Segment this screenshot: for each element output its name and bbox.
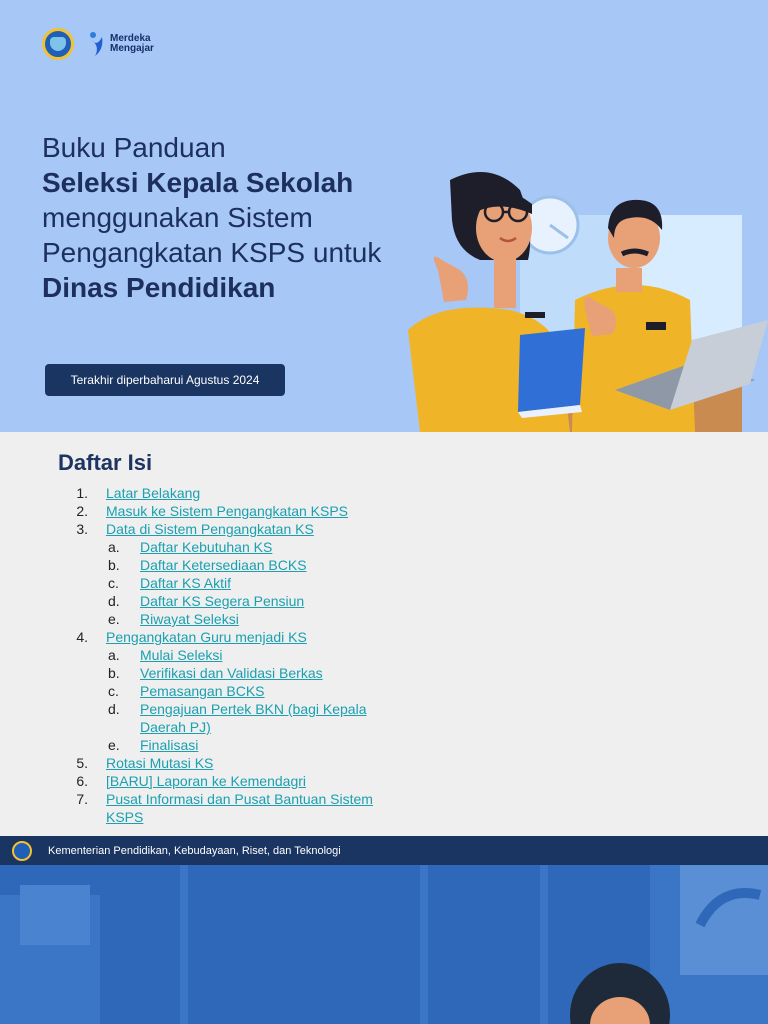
mm-logo-line1: Merdeka [110,33,151,44]
toc-item [58,772,458,790]
cover-title [42,130,422,305]
footer-ministry-name: Kementerian Pendidikan, Kebudayaan, Riset, dan Teknologi [48,844,341,857]
toc-link[interactable]: Daftar KS Aktif [140,575,232,591]
toc-item-continuation [58,808,458,826]
toc-subitem [58,700,458,718]
toc-subitem-letter: e. [108,737,120,753]
cover-section [0,0,768,432]
toc-link[interactable]: Masuk ke Sistem Pengangkatan KSPS [106,503,349,519]
toc-link[interactable]: Daerah PJ) [140,719,211,735]
title-line-4: Pengangkatan KSPS untuk [42,237,382,268]
merdeka-mengajar-mark-icon [88,31,106,57]
toc-subitem [58,664,458,682]
toc-item-number: 4. [76,629,88,645]
toc-link[interactable]: Rotasi Mutasi KS [106,755,214,771]
toc-link[interactable]: Pemasangan BCKS [140,683,265,699]
title-line-2: Seleksi Kepala Sekolah [42,167,354,198]
toc-subitem [58,556,458,574]
toc-link[interactable]: Pengajuan Pertek BKN (bagi Kepala [140,701,367,717]
toc-item [58,754,458,772]
toc-subitem-letter: b. [108,665,120,681]
toc-subitem-letter: b. [108,557,120,573]
toc-item [58,484,458,502]
toc-subitem-letter: d. [108,701,120,717]
toc-subitem-letter: c. [108,575,119,591]
toc-subitem-letter: e. [108,611,120,627]
next-page-decor [0,865,768,1024]
mm-logo-line2: Mengajar [110,43,154,54]
title-line-5: Dinas Pendidikan [42,272,276,303]
toc-list [58,484,458,826]
toc-item [58,520,458,538]
toc-link[interactable]: [BARU] Laporan ke Kemendagri [106,773,306,789]
toc-item-number: 7. [76,791,88,807]
title-line-3: menggunakan Sistem [42,202,313,233]
toc-item [58,790,458,808]
cover-illustration [400,150,768,432]
toc-subitem-letter: a. [108,539,120,555]
toc-item [58,628,458,646]
toc-item-number: 5. [76,755,88,771]
toc-subitem [58,574,458,592]
toc-item-number: 3. [76,521,88,537]
toc-heading: Daftar Isi [58,450,153,475]
toc-subitem [58,538,458,556]
next-page-preview [0,865,768,1024]
toc-subitem [58,610,458,628]
toc-subitem-letter [58,718,140,736]
toc-link[interactable]: Pusat Informasi dan Pusat Bantuan Sistem [106,791,373,807]
last-updated-badge: Terakhir diperbaharui Agustus 2024 [45,364,285,396]
toc-subitem-letter: c. [108,683,119,699]
toc-link[interactable]: Finalisasi [140,737,199,753]
toc-item-number: 6. [76,773,88,789]
toc-subitem [58,592,458,610]
toc-link[interactable]: Pengangkatan Guru menjadi KS [106,629,307,645]
toc-link[interactable]: Riwayat Seleksi [140,611,239,627]
toc-subitem-letter: a. [108,647,120,663]
toc-item-number: 1. [76,485,88,501]
toc-subitem-continuation [58,718,458,736]
toc-link[interactable]: Verifikasi dan Validasi Berkas [140,665,323,681]
toc-subitem [58,682,458,700]
header-logos [42,28,154,60]
title-line-1: Buku Panduan [42,132,226,163]
kemdikbud-logo-icon [12,841,32,861]
toc-item [58,502,458,520]
toc-link[interactable]: KSPS [106,809,144,825]
toc-item-number [58,808,106,826]
toc-subitem-letter: d. [108,593,120,609]
toc-subitem [58,646,458,664]
toc-link[interactable]: Mulai Seleksi [140,647,223,663]
toc-link[interactable]: Daftar Ketersediaan BCKS [140,557,307,573]
table-of-contents [0,432,768,836]
toc-link[interactable]: Daftar KS Segera Pensiun [140,593,305,609]
kemdikbud-logo-icon [42,28,74,60]
merdeka-mengajar-logo [88,31,154,57]
toc-link[interactable]: Data di Sistem Pengangkatan KS [106,521,314,537]
toc-link[interactable]: Daftar Kebutuhan KS [140,539,273,555]
footer-bar [0,836,768,865]
toc-subitem [58,736,458,754]
toc-link[interactable]: Latar Belakang [106,485,201,501]
toc-item-number: 2. [76,503,88,519]
